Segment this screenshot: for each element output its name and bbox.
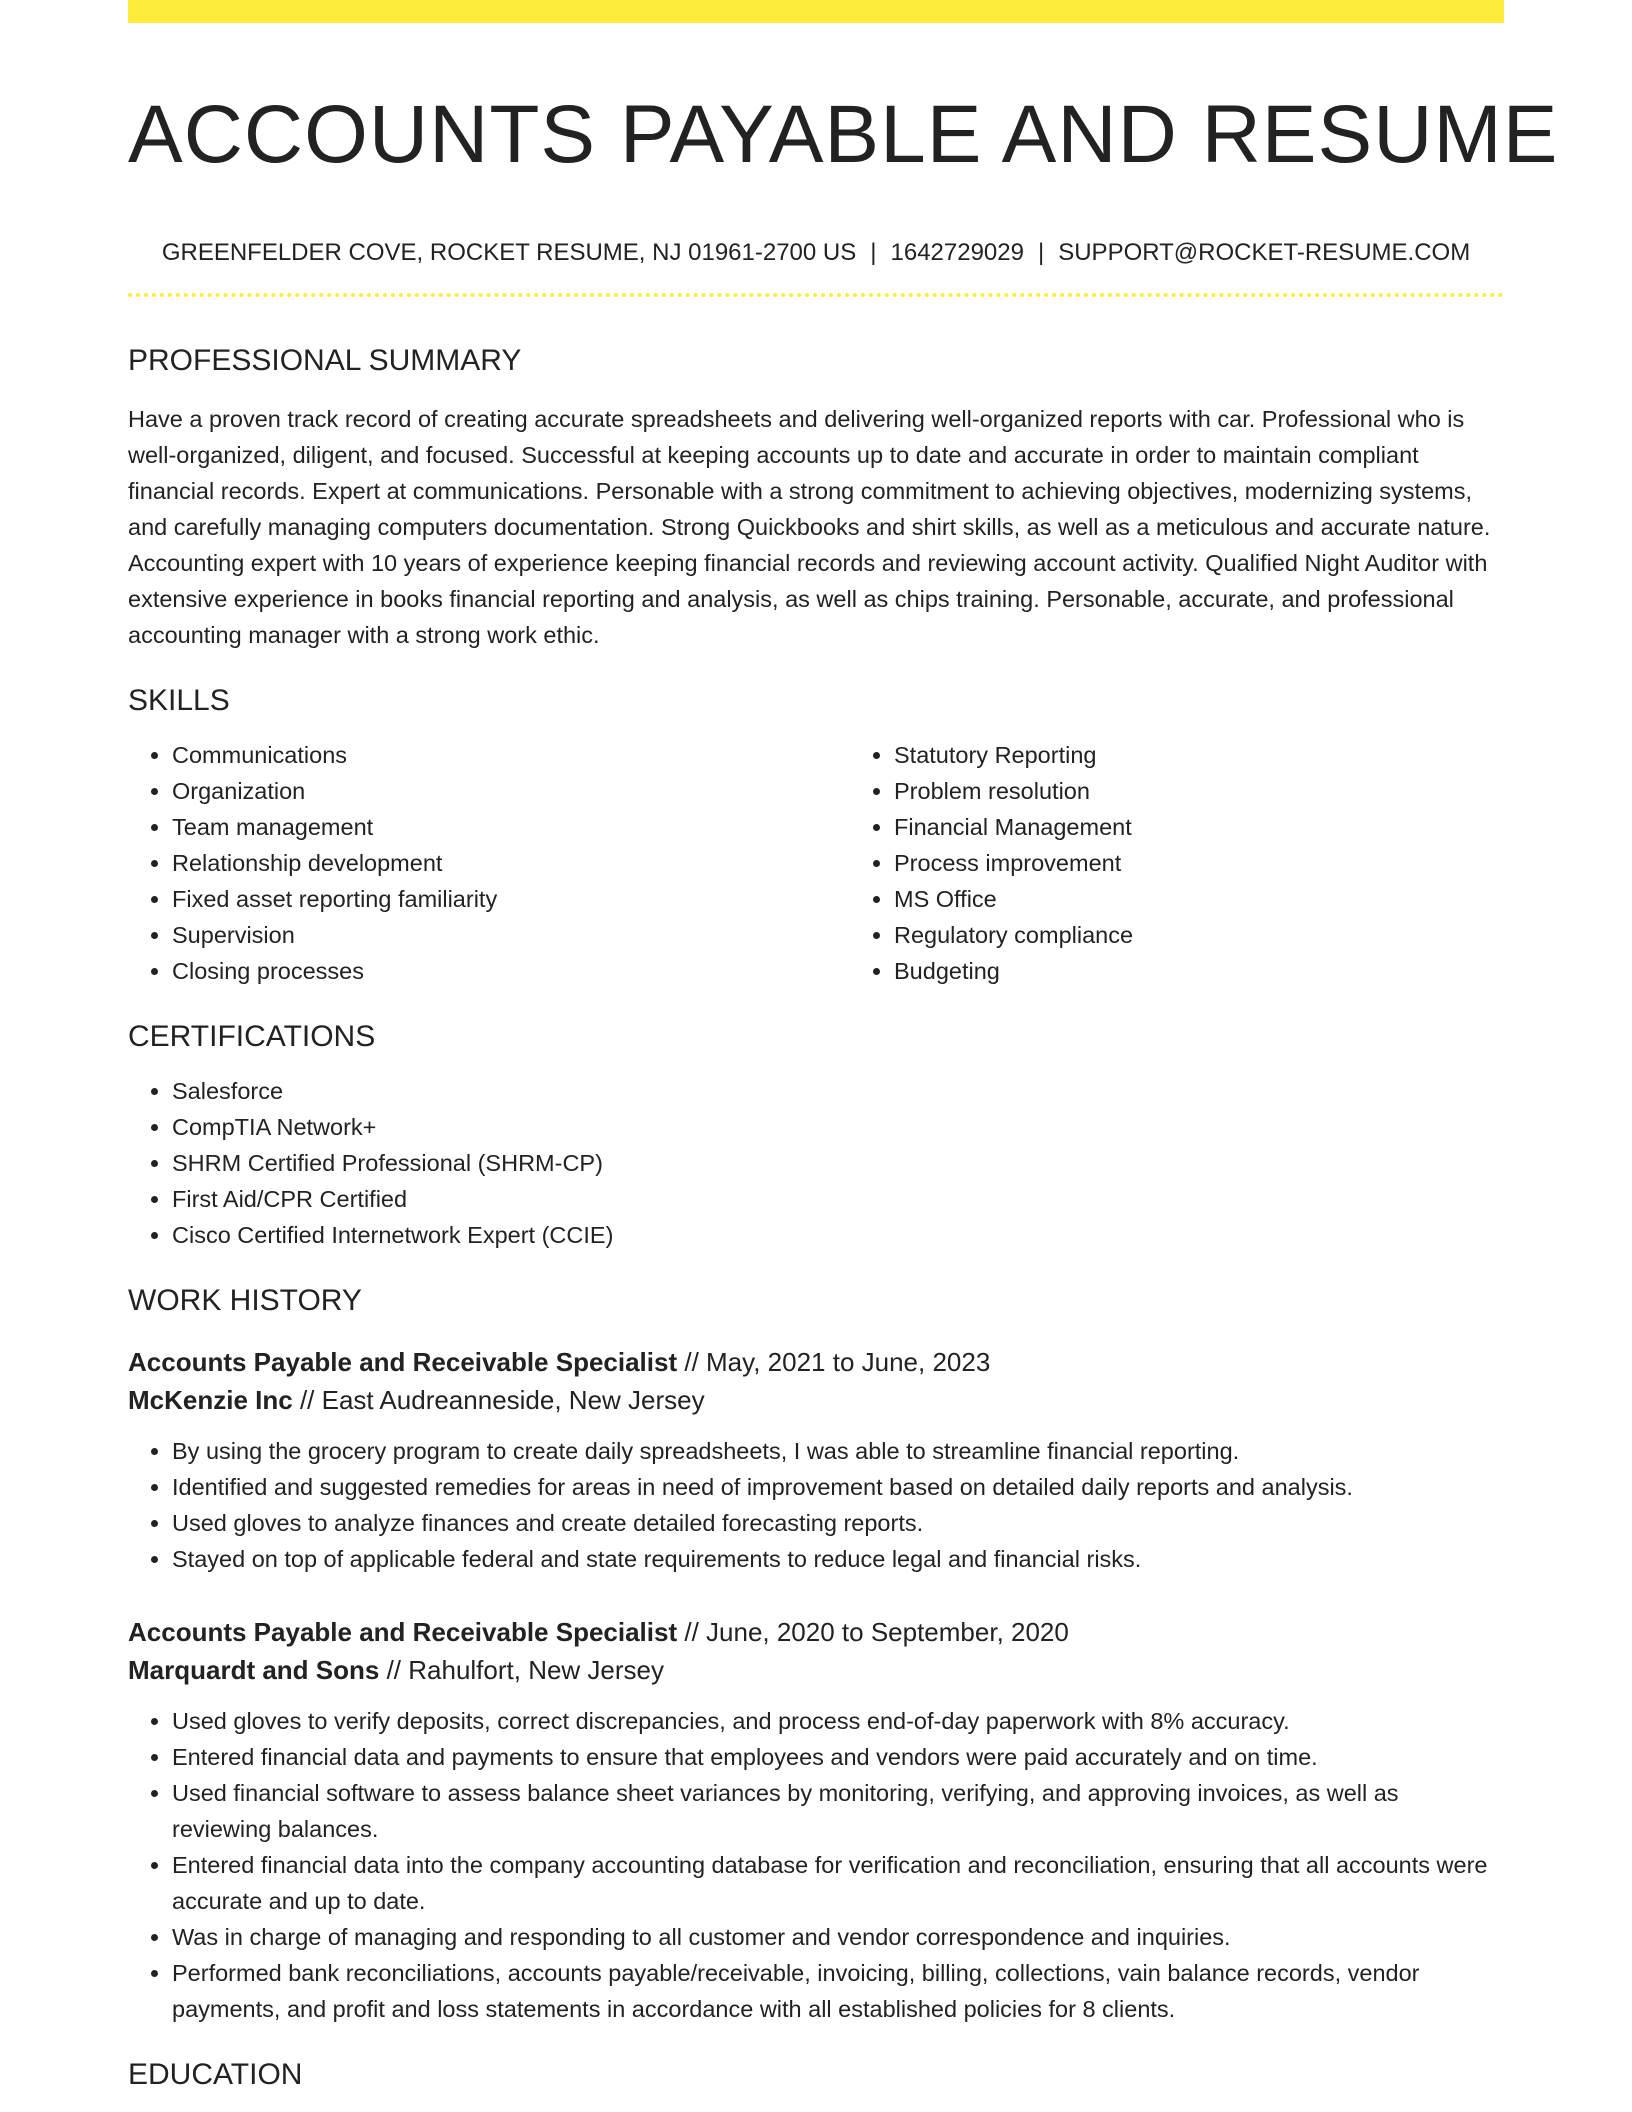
skills-grid — [128, 737, 1504, 989]
skill-item: • Regulatory compliance — [894, 917, 1548, 953]
job-bullet: • Entered financial data and payments to ensure that employees and vendors were paid accurately and on time. — [172, 1739, 1504, 1775]
contact-address: GREENFELDER COVE, ROCKET RESUME, NJ 01961-2700 US — [161, 239, 857, 266]
skill-item: • Budgeting — [894, 953, 1548, 989]
job-company: Marquardt and Sons — [128, 1655, 380, 1685]
job-title-line — [128, 1613, 1504, 1651]
skills-left-list — [128, 737, 850, 989]
skill-item: • Closing processes — [172, 953, 850, 989]
job-entry — [128, 1613, 1504, 2027]
job-company-line — [128, 1651, 1504, 1689]
job-bullet: • Stayed on top of applicable federal and state requirements to reduce legal and financial risks. — [172, 1541, 1504, 1577]
job-location: // East Audreanneside, New Jersey — [292, 1385, 705, 1415]
skill-item: • Problem resolution — [894, 773, 1548, 809]
certification-item: • CompTIA Network+ — [172, 1109, 1504, 1145]
contact-email[interactable]: SUPPORT@ROCKET-RESUME.COM — [1058, 239, 1471, 266]
job-bullet: • Used financial software to assess balance sheet variances by monitoring, verifying, and approving invoices, as well as reviewing balances. — [172, 1775, 1504, 1847]
job-title-line — [128, 1343, 1504, 1381]
certifications-heading: CERTIFICATIONS — [128, 1020, 376, 1053]
skill-item: • Relationship development — [172, 845, 850, 881]
job-title: Accounts Payable and Receivable Specialist — [128, 1617, 678, 1647]
contact-phone: 1642729029 — [890, 239, 1024, 266]
job-entry — [128, 1343, 1504, 1577]
contact-separator: | — [1037, 239, 1045, 266]
job-company: McKenzie Inc — [128, 1385, 293, 1415]
skill-item: • Organization — [172, 773, 850, 809]
job-bullet: • Performed bank reconciliations, accounts payable/receivable, invoicing, billing, collections, vain balance records, vendor payments, and profit and loss statements in accordance with all established policies for 8 clients. — [172, 1955, 1504, 2027]
skill-item: • Process improvement — [894, 845, 1548, 881]
skill-item: • MS Office — [894, 881, 1548, 917]
job-bullets — [128, 1703, 1504, 2027]
work-history-heading: WORK HISTORY — [128, 1284, 362, 1317]
job-dates: // June, 2020 to September, 2020 — [677, 1617, 1069, 1647]
skills-right-list — [850, 737, 1548, 989]
skill-item: • Communications — [172, 737, 850, 773]
job-bullet: • Used gloves to verify deposits, correct discrepancies, and process end-of-day paperwork with 8% accuracy. — [172, 1703, 1504, 1739]
skill-item: • Supervision — [172, 917, 850, 953]
job-dates: // May, 2021 to June, 2023 — [677, 1347, 991, 1377]
job-title: Accounts Payable and Receivable Specialist — [128, 1347, 678, 1377]
skill-item: • Statutory Reporting — [894, 737, 1548, 773]
skill-item: • Financial Management — [894, 809, 1548, 845]
contact-line — [128, 237, 1504, 269]
job-location: // Rahulfort, New Jersey — [379, 1655, 665, 1685]
certification-item: • First Aid/CPR Certified — [172, 1181, 1504, 1217]
job-bullet: • Used gloves to analyze finances and create detailed forecasting reports. — [172, 1505, 1504, 1541]
job-bullet: • Entered financial data into the company accounting database for verification and reconciliation, ensuring that all accounts were accurate and up to date. — [172, 1847, 1504, 1919]
contact-separator: | — [870, 239, 877, 266]
job-company-line — [128, 1381, 1504, 1419]
resume-page — [128, 0, 1559, 2093]
job-bullet: • Was in charge of managing and responding to all customer and vendor correspondence and inquiries. — [172, 1919, 1504, 1955]
resume-name: ACCOUNTS PAYABLE AND RESUME — [128, 89, 1559, 180]
job-bullet: • By using the grocery program to create daily spreadsheets, I was able to streamline financial reporting. — [172, 1433, 1504, 1469]
job-bullets — [128, 1433, 1504, 1577]
job-bullet: • Identified and suggested remedies for areas in need of improvement based on detailed daily reports and analysis. — [172, 1469, 1504, 1505]
skills-heading: SKILLS — [128, 684, 230, 717]
skill-item: • Fixed asset reporting familiarity — [172, 881, 850, 917]
summary-heading: PROFESSIONAL SUMMARY — [128, 344, 522, 377]
summary-text: Have a proven track record of creating accurate spreadsheets and delivering well-organized reports with car. Professional who is well-organized, diligent, and focused. Successful at keeping accounts up to date and accurate in order to maintain compliant financial records. Expert at communications. Personable with a strong commitment to achieving objectives, modernizing systems, and carefully managing computers documentation. Strong Quickbooks and shirt skills, as well as a meticulous and accurate nature. Accounting expert with 10 years of experience keeping financial records and reviewing account activity. Qualified Night Auditor with extensive experience in books financial reporting and analysis, as well as chips training. Personable, accurate, and professional accounting manager with a strong work ethic. — [128, 406, 1491, 648]
skill-item: • Team management — [172, 809, 850, 845]
certifications-list — [128, 1073, 1504, 1253]
education-heading: EDUCATION — [128, 2058, 303, 2091]
certification-item: • Salesforce — [172, 1073, 1504, 1109]
dotted-divider — [128, 293, 1504, 297]
top-accent-bar — [128, 0, 1504, 23]
certification-item: • SHRM Certified Professional (SHRM-CP) — [172, 1145, 1504, 1181]
certification-item: • Cisco Certified Internetwork Expert (CCIE) — [172, 1217, 1504, 1253]
